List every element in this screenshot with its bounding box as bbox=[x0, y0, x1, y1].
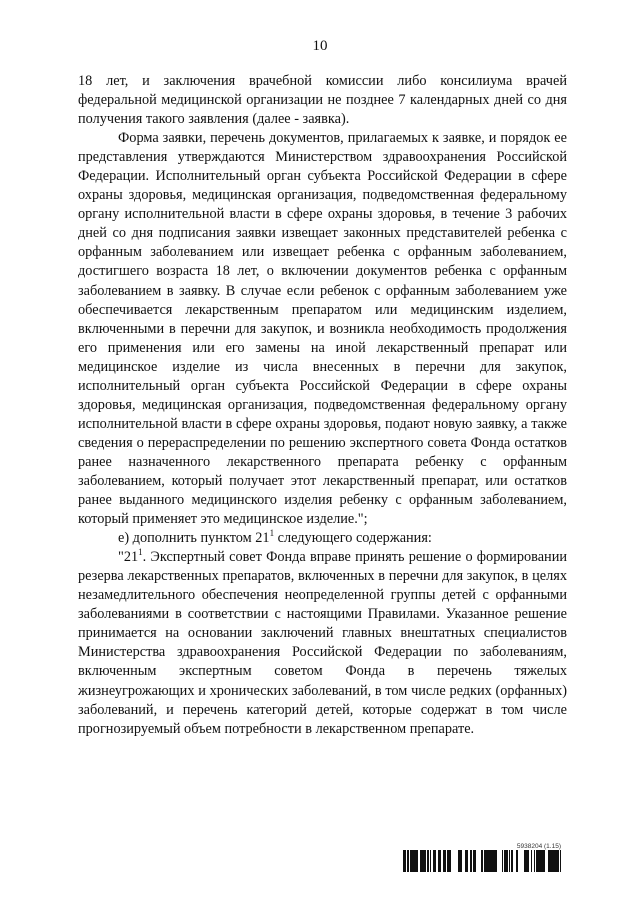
paragraph-application-form: Форма заявки, перечень документов, прилагаемых к заявке, и порядок ее представления утверждаются Министерством здравоохранения Российской Федерации. Исполнительный орган субъекта Российской Федерации в сфере охраны здоровья, медицинская организация, подведомственная федеральному органу исполнительной власти в сфере охраны здоровья, в течение 3 рабочих дней со дня подписания заявки извещает законных представителей ребенка с орфанным заболеванием или извещает ребенка с орфанным заболеванием, достигшего возраста 18 лет, о включении документов ребенка с орфанным заболеванием в заявку. В случае если ребенок с орфанным заболеванием уже обеспечивается лекарственным препаратом или медицинским изделием, включенными в перечни для закупок, и возникла необходимость продолжения его применения или его замены на иной лекарственный препарат или медицинское изделие из числа внесенных в перечни для закупок, исполнительный орган субъекта Российской Федерации в сфере охраны здоровья, медицинская организация, подведомственная федеральному органу исполнительной власти в сфере охраны здоровья, подают новую заявку, а также сведения о перераспределении по решению экспертного совета Фонда остатков ранее назначенного лекарственного препарата ребенку с орфанным заболеванием, который получает этот лекарственный препарат, или остатков ранее выданного медицинского изделия ребенку с орфанным заболеванием, который применяет это медицинское изделие."; bbox=[78, 130, 567, 528]
paragraph-amendment-e bbox=[78, 529, 567, 548]
barcode bbox=[403, 843, 561, 872]
clause-21-1-number: "21 bbox=[118, 549, 139, 566]
amendment-e-text-after: следующего содержания: bbox=[274, 530, 432, 547]
amendment-e-text-before: е) дополнить пунктом 21 bbox=[118, 530, 270, 547]
clause-21-1-text: . Экспертный совет Фонда вправе принять решение о формировании резерва лекарственных препаратов, включенных в перечни для закупок, в целях незамедлительного обеспечения неопределенной группы детей с орфанными заболеваниями в соответствии с настоящими Правилами. Указанное решение принимается на основании заключений главных внештатных специалистов Министерства здравоохранения Российской Федерации по заболеваниям, включенным экспертным советом Фонда в перечень тяжелых жизнеугрожающих и хронических заболеваний, в том числе редких (орфанных) заболеваний, и перечень категорий детей, которые содержат в том числе прогнозируемый объем потребности в лекарственном препарате. bbox=[78, 549, 567, 737]
page-number: 10 bbox=[312, 38, 328, 54]
barcode-bars bbox=[403, 850, 561, 872]
barcode-code: 5938204 (1.15) bbox=[516, 843, 561, 850]
document-body bbox=[78, 72, 567, 739]
superscript: 1 bbox=[269, 528, 275, 539]
paragraph-continuation: 18 лет, и заключения врачебной комиссии либо консилиума врачей федеральной медицинской организации не позднее 7 календарных дней со дня получения такого заявления (далее - заявка). bbox=[78, 73, 567, 128]
paragraph-clause-21-1 bbox=[78, 548, 567, 738]
superscript: 1 bbox=[138, 547, 143, 558]
